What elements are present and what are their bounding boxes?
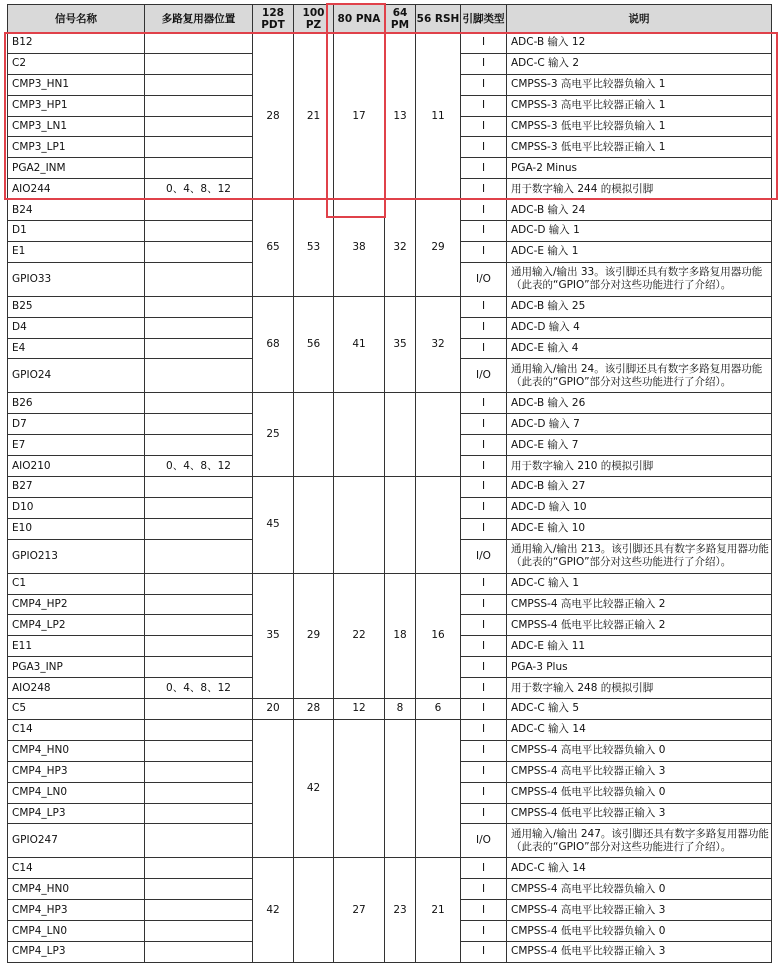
pin-number-cell-pna80: 41 [334,296,385,393]
signal-name-cell: D4 [8,317,145,338]
description-cell: ADC-E 输入 4 [507,338,772,359]
description-cell: ADC-C 输入 14 [507,858,772,879]
mux-position-cell [145,296,253,317]
mux-position-cell [145,719,253,740]
mux-position-cell [145,241,253,262]
pin-number-cell-pm64: 23 [385,858,416,962]
pin-type-cell: I [461,317,507,338]
mux-position-cell [145,921,253,942]
pin-type-cell: I [461,657,507,678]
table-row [8,858,772,879]
table-row [8,719,772,740]
pin-number-cell-pdt128: 35 [253,573,294,698]
description-cell: CMPSS-3 低电平比较器负输入 1 [507,116,772,137]
pin-type-cell: I [461,594,507,615]
description-cell: CMPSS-4 低电平比较器正输入 3 [507,803,772,824]
pin-number-cell-rsh56 [416,477,461,574]
pin-type-cell: I [461,719,507,740]
description-cell: CMPSS-4 高电平比较器正输入 2 [507,594,772,615]
mux-position-cell [145,414,253,435]
pin-number-cell-pz100: 53 [294,200,334,297]
signal-name-cell: C1 [8,573,145,594]
pin-number-cell-pna80: 17 [334,33,385,200]
description-cell: PGA-3 Plus [507,657,772,678]
pin-number-cell-pdt128: 20 [253,699,294,720]
mux-position-cell [145,317,253,338]
pin-number-cell-pz100: 42 [294,719,334,857]
pin-number-cell-pdt128: 65 [253,200,294,297]
header-signal-name: 信号名称 [8,5,145,33]
pin-type-cell: I [461,456,507,477]
pin-number-cell-pm64: 13 [385,33,416,200]
signal-name-cell: B24 [8,200,145,221]
pin-type-cell: I [461,241,507,262]
signal-name-cell: E4 [8,338,145,359]
description-cell: ADC-C 输入 14 [507,719,772,740]
signal-name-cell: CMP4_HP3 [8,761,145,782]
pin-number-cell-pna80 [334,393,385,477]
mux-position-cell [145,137,253,158]
pin-type-cell: I [461,699,507,720]
description-cell: ADC-D 输入 4 [507,317,772,338]
description-cell: CMPSS-4 低电平比较器正输入 3 [507,941,772,962]
signal-name-cell: B25 [8,296,145,317]
mux-position-cell [145,858,253,879]
mux-position-cell [145,116,253,137]
pin-number-cell-rsh56: 16 [416,573,461,698]
signal-name-cell: CMP4_LP3 [8,941,145,962]
description-cell: 通用输入/输出 213。该引脚还具有数字多路复用器功能（此表的“GPIO”部分对这些功能进行了介绍）。 [507,539,772,573]
signal-name-cell: C14 [8,719,145,740]
signal-name-cell: D1 [8,221,145,242]
description-cell: ADC-E 输入 10 [507,518,772,539]
pin-type-cell: I [461,615,507,636]
pin-type-cell: I [461,414,507,435]
signal-name-cell: AIO244 [8,179,145,200]
description-cell: ADC-D 输入 1 [507,221,772,242]
signal-name-cell: CMP3_HN1 [8,74,145,95]
description-cell: CMPSS-4 高电平比较器正输入 3 [507,900,772,921]
pin-number-cell-pz100: 29 [294,573,334,698]
signal-name-cell: CMP3_LN1 [8,116,145,137]
mux-position-cell [145,95,253,116]
header-description: 说明 [507,5,772,33]
pin-number-cell-pz100: 21 [294,33,334,200]
signal-name-cell: CMP4_HN0 [8,879,145,900]
description-cell: CMPSS-3 高电平比较器负输入 1 [507,74,772,95]
mux-position-cell [145,539,253,573]
description-cell: ADC-D 输入 10 [507,497,772,518]
pin-type-cell: I [461,678,507,699]
signal-name-cell: GPIO247 [8,824,145,858]
pin-type-cell: I [461,858,507,879]
signal-name-cell: CMP3_LP1 [8,137,145,158]
header-100-pz: 100 PZ [294,5,334,33]
table-body [8,33,772,963]
table-row [8,33,772,54]
pin-number-cell-rsh56 [416,393,461,477]
signal-name-cell: B27 [8,477,145,498]
pin-number-cell-pna80: 27 [334,858,385,962]
pin-number-cell-pm64: 18 [385,573,416,698]
pin-type-cell: I [461,740,507,761]
mux-position-cell [145,594,253,615]
pin-type-cell: I [461,137,507,158]
signal-name-cell: C5 [8,699,145,720]
pin-type-cell: I [461,296,507,317]
mux-position-cell [145,740,253,761]
pin-number-cell-pm64 [385,719,416,857]
pin-number-cell-pm64 [385,477,416,574]
mux-position-cell [145,435,253,456]
signal-name-cell: D10 [8,497,145,518]
pin-type-cell: I [461,518,507,539]
mux-position-cell [145,33,253,54]
pin-number-cell-pna80 [334,477,385,574]
table-row [8,200,772,221]
signal-name-cell: PGA2_INM [8,158,145,179]
pin-number-cell-rsh56: 6 [416,699,461,720]
mux-position-cell: 0、4、8、12 [145,456,253,477]
pin-number-cell-pdt128 [253,719,294,857]
pin-type-cell: I [461,95,507,116]
description-cell: ADC-C 输入 5 [507,699,772,720]
pin-number-cell-pdt128: 42 [253,858,294,962]
signal-name-cell: B26 [8,393,145,414]
header-pin-type: 引脚类型 [461,5,507,33]
signal-name-cell: PGA3_INP [8,657,145,678]
pin-type-cell: I [461,53,507,74]
signal-name-cell: B12 [8,33,145,54]
mux-position-cell [145,497,253,518]
description-cell: ADC-C 输入 2 [507,53,772,74]
pin-type-cell: I [461,74,507,95]
signal-name-cell: CMP3_HP1 [8,95,145,116]
pin-type-cell: I [461,33,507,54]
description-cell: 通用输入/输出 33。该引脚还具有数字多路复用器功能（此表的“GPIO”部分对这些功能进行了介绍）。 [507,262,772,296]
header-mux-position: 多路复用器位置 [145,5,253,33]
description-cell: ADC-B 输入 24 [507,200,772,221]
pin-number-cell-rsh56: 21 [416,858,461,962]
mux-position-cell: 0、4、8、12 [145,678,253,699]
pin-number-cell-pna80: 12 [334,699,385,720]
pin-number-cell-rsh56 [416,719,461,857]
pin-type-cell: I [461,338,507,359]
pin-number-cell-rsh56: 29 [416,200,461,297]
signal-name-cell: E10 [8,518,145,539]
pin-number-cell-pz100 [294,477,334,574]
mux-position-cell [145,803,253,824]
pin-type-cell: I [461,179,507,200]
pin-number-cell-pdt128: 68 [253,296,294,393]
mux-position-cell [145,573,253,594]
pin-number-cell-pm64: 32 [385,200,416,297]
pin-number-cell-pna80: 22 [334,573,385,698]
mux-position-cell [145,53,253,74]
pin-type-cell: I [461,761,507,782]
description-cell: CMPSS-3 高电平比较器正输入 1 [507,95,772,116]
mux-position-cell [145,699,253,720]
header-80-pna: 80 PNA [334,5,385,33]
mux-position-cell [145,262,253,296]
description-cell: 用于数字输入 244 的模拟引脚 [507,179,772,200]
description-cell: 通用输入/输出 247。该引脚还具有数字多路复用器功能（此表的“GPIO”部分对这些功能进行了介绍）。 [507,824,772,858]
pin-type-cell: I [461,900,507,921]
pin-type-cell: I/O [461,359,507,393]
mux-position-cell [145,824,253,858]
description-cell: CMPSS-4 高电平比较器正输入 3 [507,761,772,782]
signal-name-cell: C14 [8,858,145,879]
mux-position-cell [145,879,253,900]
mux-position-cell [145,477,253,498]
description-cell: ADC-C 输入 1 [507,573,772,594]
header-64-pm: 64 PM [385,5,416,33]
description-cell: 通用输入/输出 24。该引脚还具有数字多路复用器功能（此表的“GPIO”部分对这些功能进行了介绍）。 [507,359,772,393]
signal-name-cell: AIO210 [8,456,145,477]
signal-name-cell: GPIO33 [8,262,145,296]
description-cell: CMPSS-4 高电平比较器负输入 0 [507,879,772,900]
mux-position-cell [145,338,253,359]
signal-name-cell: CMP4_HP3 [8,900,145,921]
pin-number-cell-pdt128: 45 [253,477,294,574]
table-row [8,393,772,414]
pin-type-cell: I [461,116,507,137]
pin-number-cell-pz100: 28 [294,699,334,720]
mux-position-cell [145,359,253,393]
pin-number-cell-pdt128: 25 [253,393,294,477]
mux-position-cell [145,518,253,539]
pin-number-cell-rsh56: 32 [416,296,461,393]
mux-position-cell: 0、4、8、12 [145,179,253,200]
signal-name-cell: CMP4_LP2 [8,615,145,636]
mux-position-cell [145,615,253,636]
pin-type-cell: I [461,573,507,594]
table-row [8,296,772,317]
mux-position-cell [145,221,253,242]
pin-number-cell-pna80 [334,719,385,857]
mux-position-cell [145,158,253,179]
mux-position-cell [145,636,253,657]
pin-type-cell: I/O [461,539,507,573]
table-row [8,573,772,594]
pin-number-cell-pz100 [294,393,334,477]
description-cell: ADC-D 输入 7 [507,414,772,435]
pin-number-cell-pm64: 35 [385,296,416,393]
pin-number-cell-pm64: 8 [385,699,416,720]
signal-name-cell: CMP4_LN0 [8,782,145,803]
signal-name-cell: CMP4_HP2 [8,594,145,615]
description-cell: 用于数字输入 210 的模拟引脚 [507,456,772,477]
mux-position-cell [145,761,253,782]
pin-number-cell-rsh56: 11 [416,33,461,200]
mux-position-cell [145,782,253,803]
pin-number-cell-pna80: 38 [334,200,385,297]
mux-position-cell [145,200,253,221]
pin-number-cell-pm64 [385,393,416,477]
pin-type-cell: I [461,393,507,414]
description-cell: ADC-E 输入 1 [507,241,772,262]
signal-name-cell: E1 [8,241,145,262]
pin-number-cell-pz100: 56 [294,296,334,393]
pin-type-cell: I [461,497,507,518]
pin-attributes-table [7,4,772,963]
description-cell: CMPSS-3 低电平比较器正输入 1 [507,137,772,158]
table-row [8,699,772,720]
description-cell: CMPSS-4 低电平比较器负输入 0 [507,782,772,803]
pin-type-cell: I [461,803,507,824]
mux-position-cell [145,657,253,678]
pin-type-cell: I [461,921,507,942]
mux-position-cell [145,900,253,921]
mux-position-cell [145,393,253,414]
pin-type-cell: I [461,435,507,456]
table-row [8,477,772,498]
pin-type-cell: I [461,200,507,221]
pin-type-cell: I/O [461,262,507,296]
pin-type-cell: I [461,158,507,179]
description-cell: PGA-2 Minus [507,158,772,179]
description-cell: ADC-E 输入 7 [507,435,772,456]
pin-type-cell: I [461,941,507,962]
signal-name-cell: GPIO213 [8,539,145,573]
pin-type-cell: I/O [461,824,507,858]
signal-name-cell: CMP4_HN0 [8,740,145,761]
pin-type-cell: I [461,477,507,498]
signal-name-cell: CMP4_LP3 [8,803,145,824]
description-cell: ADC-B 输入 25 [507,296,772,317]
mux-position-cell [145,941,253,962]
pin-type-cell: I [461,221,507,242]
signal-name-cell: GPIO24 [8,359,145,393]
signal-name-cell: AIO248 [8,678,145,699]
signal-name-cell: E11 [8,636,145,657]
signal-name-cell: E7 [8,435,145,456]
pin-number-cell-pz100 [294,858,334,962]
description-cell: 用于数字输入 248 的模拟引脚 [507,678,772,699]
header-56-rsh: 56 RSH [416,5,461,33]
pin-number-cell-pdt128: 28 [253,33,294,200]
pin-type-cell: I [461,636,507,657]
description-cell: ADC-B 输入 27 [507,477,772,498]
table-header [8,5,772,33]
pin-type-cell: I [461,879,507,900]
signal-name-cell: C2 [8,53,145,74]
description-cell: CMPSS-4 低电平比较器负输入 0 [507,921,772,942]
pin-type-cell: I [461,782,507,803]
mux-position-cell [145,74,253,95]
header-128-pdt: 128 PDT [253,5,294,33]
description-cell: ADC-B 输入 12 [507,33,772,54]
description-cell: ADC-B 输入 26 [507,393,772,414]
signal-name-cell: CMP4_LN0 [8,921,145,942]
signal-name-cell: D7 [8,414,145,435]
description-cell: CMPSS-4 低电平比较器正输入 2 [507,615,772,636]
description-cell: ADC-E 输入 11 [507,636,772,657]
description-cell: CMPSS-4 高电平比较器负输入 0 [507,740,772,761]
